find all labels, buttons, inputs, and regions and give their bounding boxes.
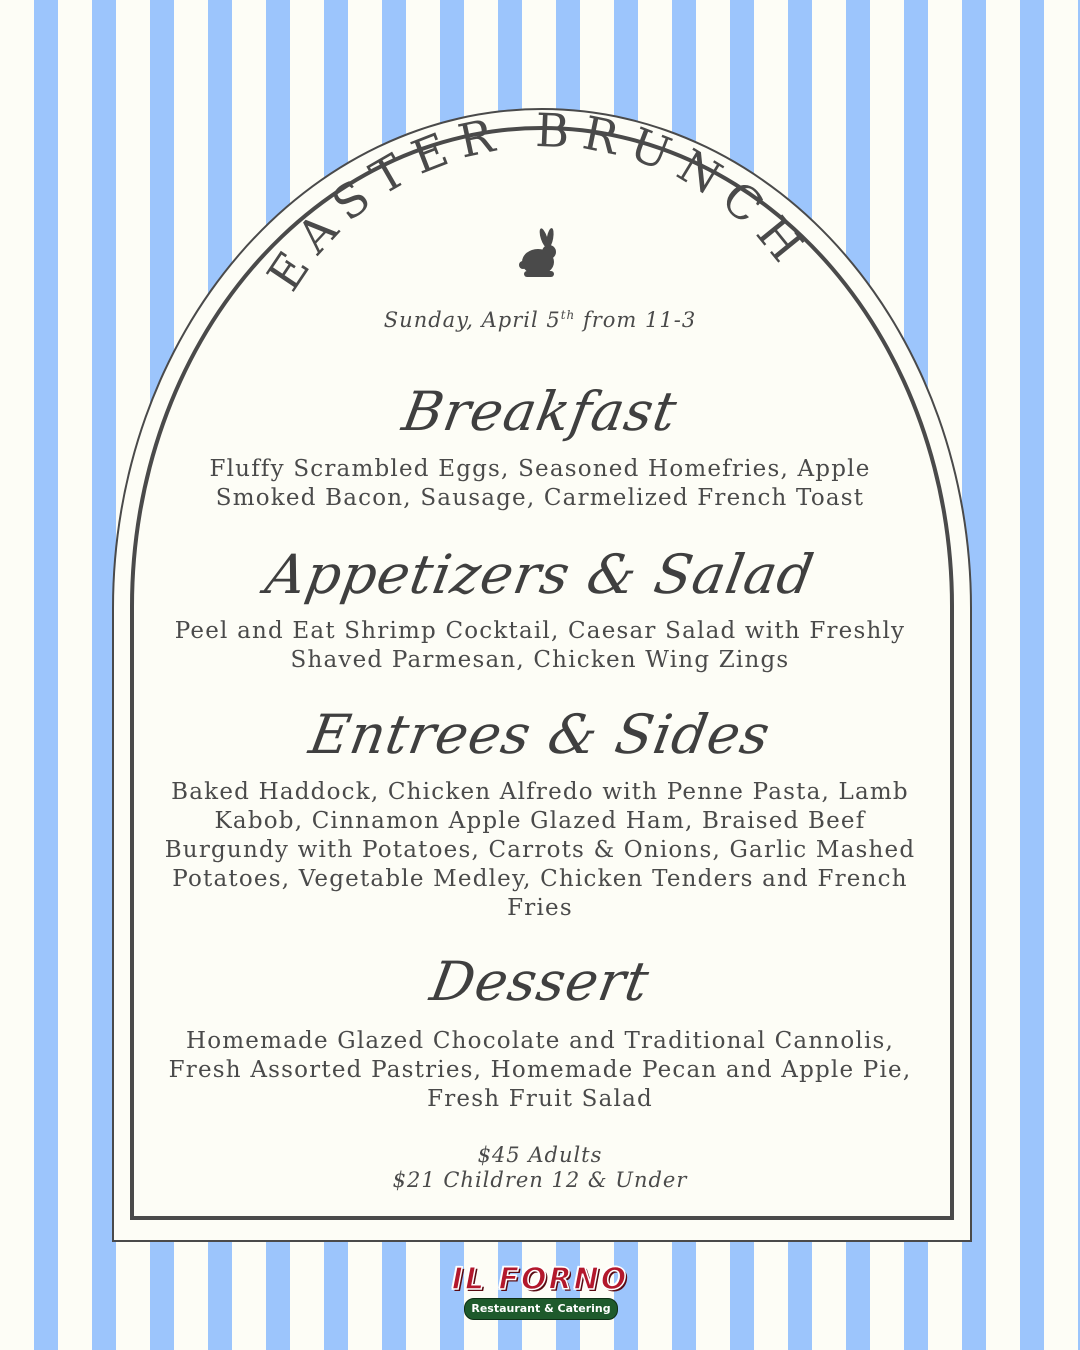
section-items-breakfast: Fluffy Scrambled Eggs, Seasoned Homefries, Apple Smoked Bacon, Sausage, Carmelized French Toast xyxy=(209,456,871,511)
section-heading-dessert: Dessert xyxy=(425,950,655,1013)
logo-tagline: Restaurant & Catering xyxy=(464,1298,618,1320)
section-heading-breakfast: Breakfast xyxy=(397,380,683,443)
section-items-appetizers: Peel and Eat Shrimp Cocktail, Caesar Salad with Freshly Shaved Parmesan, Chicken Wing Zings xyxy=(174,618,906,673)
price-adults: $45 Adults xyxy=(477,1143,603,1167)
pricing xyxy=(140,1143,940,1193)
section-heading-entrees: Entrees & Sides xyxy=(304,703,776,766)
section-items-entrees: Baked Haddock, Chicken Alfredo with Penne Pasta, Lamb Kabob, Cinnamon Apple Glazed Ham, Braised Beef Burgundy with Potatoes, Carrots & Onions, Garlic Mashed Potatoes, Vegetable Medley, Chicken Tenders and French Fries xyxy=(164,779,916,921)
page-title: EASTER BRUNCH xyxy=(256,102,821,301)
section-heading-appetizers: Appetizers & Salad xyxy=(261,543,819,606)
logo-wordmark: IL FORNO xyxy=(451,1262,629,1297)
rabbit-icon xyxy=(519,228,556,277)
restaurant-logo xyxy=(440,1262,640,1324)
price-children: $21 Children 12 & Under xyxy=(392,1168,688,1192)
event-date: Sunday, April 5th from 11-3 xyxy=(383,308,697,332)
section-items-dessert: Homemade Glazed Chocolate and Traditional Cannolis, Fresh Assorted Pastries, Homemade Pecan and Apple Pie, Fresh Fruit Salad xyxy=(168,1028,912,1112)
